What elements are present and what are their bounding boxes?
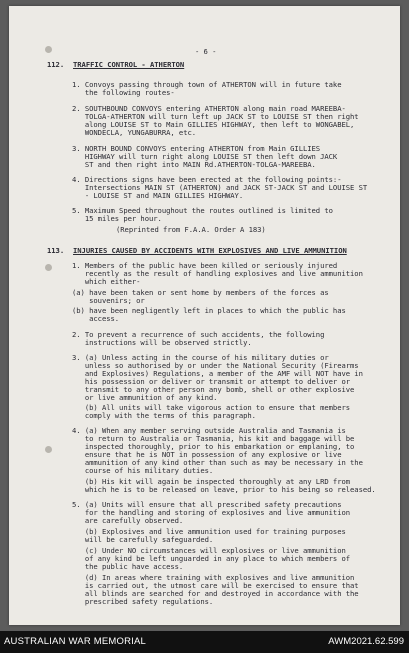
s113-p5d-l4: prescribed safety regulations. [72,597,214,606]
document-page [9,6,400,625]
s113-p2-l2: instructions will be observed strictly. [72,338,252,347]
s113-p1-l3: which either- [72,277,141,286]
s112-p3-l1: 3. NORTH BOUND CONVOYS entering ATHERTON from Main GILLIES [72,144,321,153]
s112-p3-l3: ST and then right into MAIN Rd.ATHERTON-TOLGA-MAREEBA. [72,160,316,169]
s112-p2-l4: WONDECLA, YUNGABURRA, etc. [72,128,197,137]
s112-p3-l2: HIGHWAY will turn right along LOUISE ST then left down JACK [72,152,338,161]
s113-p3a-l1: 3. (a) Unless acting in the course of his military duties or [72,353,329,362]
s112-p2-l3: along LOUISE ST to Main GILLIES HIGHWAY, then left to WONGABEL, [72,120,355,129]
s113-p1-l2: recently as the result of handling explosives and live ammunition [72,269,363,278]
s112-p2-l1: 2. SOUTHBOUND CONVOYS entering ATHERTON along main road MAREEBA- [72,104,346,113]
s112-p5-l1: 5. Maximum Speed throughout the routes outlined is limited to [72,206,333,215]
s113-p5a-l1: 5. (a) Units will ensure that all prescribed safety precautions [72,500,342,509]
s113-p4a-l3: inspected thoroughly, prior to his embarkation or emplaning, to [72,442,355,451]
s113-p3a-l3: and Explosives) Regulations, a member of the AMF will NOT have in [72,369,363,378]
s112-p5-l2: 15 miles per hour. [72,214,162,223]
s113-p4a-l5: ammunition of any kind other than such as may be necessary in the [72,458,363,467]
s113-p2-l1: 2. To prevent a recurrence of such accidents, the following [72,330,325,339]
s113-p5d-l2: is carried out, the utmost care will be exercised to ensure that [72,581,359,590]
s113-p5c-l3: the public have access. [72,562,184,571]
section-112-number: 112. [47,60,65,69]
s112-p4-l2: Intersections MAIN ST (ATHERTON) and JACK ST-JACK ST and LOUISE ST [72,183,368,192]
punch-hole [45,446,52,453]
s113-p4b-l2: which he is to be released on leave, prior to his being so released. [72,485,376,494]
s113-p5d-l3: all blinds are searched for and destroyed in accordance with the [72,589,359,598]
s113-p3a-l5: transmit to any other person any bomb, shell or other explosive [72,385,355,394]
s113-p1-l1: 1. Members of the public have been killed or seriously injured [72,261,338,270]
page-number: - 6 - [195,47,217,56]
footer-bar [0,631,409,653]
section-113-title: INJURIES CAUSED BY ACCIDENTS WITH EXPLOSIVES AND LIVE AMMUNITION [73,246,347,255]
section-112-title: TRAFFIC CONTROL - ATHERTON [73,60,185,69]
footer-catalogue-number: AWM2021.62.599 [328,636,404,647]
punch-hole [45,46,52,53]
s113-p4a-l1: 4. (a) When any member serving outside Australia and Tasmania is [72,426,346,435]
s113-p5b-l2: will be carefully safeguarded. [72,535,214,544]
s113-p1a-l1: (a) have been taken or sent home by members of the forces as [72,288,329,297]
s113-p1a-l2: souvenirs; or [72,296,145,305]
s113-p4b-l1: (b) His kit will again be inspected thoroughly at any LRD from [72,477,351,486]
s113-p3b-l1: (b) All units will take vigorous action to ensure that members [72,403,351,412]
s113-p5d-l1: (d) In areas where training with explosives and live ammunition [72,573,355,582]
s112-p4-l1: 4. Directions signs have been erected at the following points:- [72,175,342,184]
s113-p4a-l2: to return to Australia or Tasmania, his kit and baggage will be [72,434,355,443]
s113-p1b-l1: (b) have been negligently left in places to which the public has [72,306,346,315]
s113-p4a-l6: course of his military duties. [72,466,214,475]
s113-p4a-l4: ensure that he is NOT in possession of any explosive or live [72,450,342,459]
s113-p3a-l4: his possession or deliver or transmit or attempt to deliver or [72,377,351,386]
section-113-number: 113. [47,246,65,255]
s113-p3a-l6: or live ammunition of any kind. [72,393,218,402]
s113-p3a-l2: unless so authorised by or under the National Security (Firearms [72,361,359,370]
s112-p1-l1: 1. Convoys passing through town of ATHERTON will in future take [72,80,342,89]
s113-p5b-l1: (b) Explosives and live ammunition used for training purposes [72,527,346,536]
s113-p5a-l2: for the handling and storing of explosives and live ammunition [72,508,351,517]
s113-p5c-l1: (c) Under NO circumstances will explosives or live ammunition [72,546,346,555]
footer-institution: AUSTRALIAN WAR MEMORIAL [4,636,147,647]
s112-p4-l3: - LOUISE ST and MAIN GILLIES HIGHWAY. [72,191,244,200]
s113-p1b-l2: access. [72,314,120,323]
s113-p5a-l3: are carefully observed. [72,516,184,525]
s112-p2-l2: TOLGA-ATHERTON will turn left up JACK ST to LOUISE ST then right [72,112,359,121]
s112-reference: (Reprinted from F.A.A. Order A 183) [116,225,266,234]
s112-p1-l2: the following routes- [72,88,175,97]
s113-p3b-l2: comply with the terms of this paragraph. [72,411,256,420]
s113-p5c-l2: of any kind be left unguarded in any place to which members of [72,554,351,563]
punch-hole [45,264,52,271]
